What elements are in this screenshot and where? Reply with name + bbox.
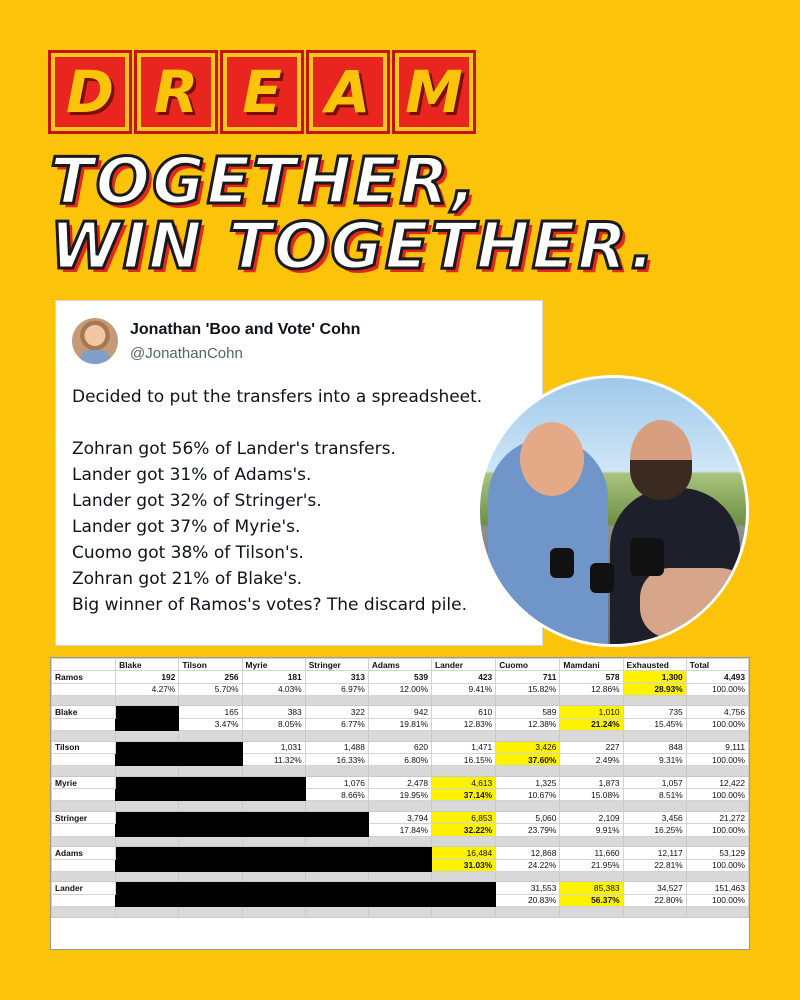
percent-cell[interactable]: 32.22% (432, 824, 496, 836)
column-header[interactable]: Lander (432, 659, 496, 671)
count-cell[interactable]: 5,060 (496, 812, 560, 824)
tweet-line: Zohran got 56% of Lander's transfers. (72, 439, 396, 459)
percent-cell[interactable]: 9.31% (623, 753, 686, 765)
tweet-line: Lander got 32% of Stringer's. (72, 491, 322, 511)
percent-cell[interactable]: 37.14% (432, 789, 496, 801)
count-cell[interactable]: 1,471 (432, 741, 496, 753)
percent-cell[interactable]: 56.37% (560, 894, 623, 906)
tweet-line: Cuomo got 38% of Tilson's. (72, 543, 304, 563)
table-cell[interactable] (52, 753, 116, 765)
percent-cell[interactable]: 22.80% (623, 894, 686, 906)
percent-cell[interactable]: 15.82% (496, 683, 560, 695)
percent-cell[interactable]: 5.70% (179, 683, 242, 695)
count-cell[interactable]: 942 (368, 706, 431, 718)
count-cell[interactable]: 383 (242, 706, 305, 718)
percent-cell[interactable]: 21.24% (560, 718, 623, 730)
header-row (52, 659, 749, 671)
count-cell[interactable]: 610 (432, 706, 496, 718)
count-cell[interactable]: 151,463 (686, 882, 748, 894)
percent-cell[interactable]: 4.27% (116, 683, 179, 695)
count-cell[interactable]: 1,488 (305, 741, 368, 753)
percent-cell[interactable]: 16.25% (623, 824, 686, 836)
row-label[interactable]: Blake (52, 706, 116, 718)
count-cell[interactable]: 1,031 (242, 741, 305, 753)
count-cell[interactable]: 31,553 (496, 882, 560, 894)
transfers-spreadsheet (50, 657, 750, 950)
count-row (52, 812, 749, 824)
percent-cell[interactable]: 4.03% (242, 683, 305, 695)
table-cell[interactable] (52, 683, 116, 695)
count-cell[interactable]: 711 (496, 671, 560, 683)
percent-cell[interactable]: 31.03% (432, 859, 496, 871)
percent-cell[interactable]: 15.45% (623, 718, 686, 730)
tweet-text (72, 384, 532, 618)
spacer-row (52, 766, 749, 777)
count-cell[interactable]: 539 (368, 671, 431, 683)
percent-cell[interactable]: 21.95% (560, 859, 623, 871)
headline-line-1: TOGETHER, (50, 145, 479, 219)
table-cell[interactable] (52, 859, 116, 871)
tweet-line: Zohran got 21% of Blake's. (72, 569, 303, 589)
headline-line-2: WIN TOGETHER. (50, 210, 657, 284)
percent-cell[interactable]: 3.47% (179, 718, 242, 730)
count-cell[interactable]: 34,527 (623, 882, 686, 894)
count-cell[interactable]: 2,478 (368, 776, 431, 788)
spacer-row (52, 871, 749, 882)
tweet-line: Lander got 37% of Myrie's. (72, 517, 301, 537)
count-row (52, 741, 749, 753)
count-cell[interactable]: 9,111 (686, 741, 748, 753)
dream-tiles (48, 50, 478, 142)
count-cell[interactable]: 227 (560, 741, 623, 753)
percent-cell[interactable]: 6.80% (368, 753, 431, 765)
count-cell[interactable]: 620 (368, 741, 431, 753)
count-cell[interactable]: 1,076 (305, 776, 368, 788)
count-row (52, 671, 749, 683)
dream-tile (306, 50, 390, 134)
spacer-row (52, 731, 749, 742)
dream-tile (134, 50, 218, 134)
row-label[interactable]: Lander (52, 882, 116, 894)
count-cell[interactable]: 3,426 (496, 741, 560, 753)
dream-tile (220, 50, 304, 134)
author-name[interactable]: Jonathan 'Boo and Vote' Cohn (130, 321, 361, 338)
count-row (52, 882, 749, 894)
count-cell[interactable]: 12,117 (623, 847, 686, 859)
redacted-block (116, 706, 179, 731)
percent-cell[interactable]: 12.86% (560, 683, 623, 695)
percent-cell[interactable]: 37.60% (496, 753, 560, 765)
tweet-line: Big winner of Ramos's votes? The discard pile. (72, 595, 468, 615)
percent-cell[interactable]: 16.15% (432, 753, 496, 765)
percent-cell[interactable]: 12.00% (368, 683, 431, 695)
dream-tile (392, 50, 476, 134)
count-cell[interactable]: 85,383 (560, 882, 623, 894)
count-cell[interactable]: 16,484 (432, 847, 496, 859)
percent-cell[interactable]: 9.91% (560, 824, 623, 836)
press-photo (477, 375, 749, 647)
percent-cell[interactable]: 24.22% (496, 859, 560, 871)
avatar[interactable] (72, 318, 118, 364)
column-header[interactable]: Blake (116, 659, 179, 671)
tweet-intro: Decided to put the transfers into a spreadsheet. (72, 387, 483, 407)
count-cell[interactable]: 4,493 (686, 671, 748, 683)
count-row (52, 706, 749, 718)
count-cell[interactable]: 578 (560, 671, 623, 683)
percent-cell[interactable]: 6.97% (305, 683, 368, 695)
count-cell[interactable]: 12,422 (686, 776, 748, 788)
count-row (52, 776, 749, 788)
column-header[interactable]: Exhausted (623, 659, 686, 671)
count-cell[interactable]: 181 (242, 671, 305, 683)
spacer-row (52, 836, 749, 847)
count-cell[interactable]: 165 (179, 706, 242, 718)
table-cell[interactable] (52, 789, 116, 801)
count-cell[interactable]: 21,272 (686, 812, 748, 824)
tweet-line: Lander got 31% of Adams's. (72, 465, 312, 485)
dream-letter: M (399, 57, 469, 127)
percent-cell[interactable]: 8.51% (623, 789, 686, 801)
row-label[interactable]: Tilson (52, 741, 116, 753)
percent-cell[interactable]: 16.33% (305, 753, 368, 765)
row-label[interactable]: Adams (52, 847, 116, 859)
count-cell[interactable]: 4,756 (686, 706, 748, 718)
percent-cell[interactable]: 20.83% (496, 894, 560, 906)
percent-cell[interactable]: 12.83% (432, 718, 496, 730)
percent-cell[interactable]: 6.77% (305, 718, 368, 730)
column-header[interactable]: Adams (368, 659, 431, 671)
count-cell[interactable]: 423 (432, 671, 496, 683)
count-cell[interactable]: 53,129 (686, 847, 748, 859)
dream-letter: R (141, 57, 211, 127)
count-cell[interactable]: 256 (179, 671, 242, 683)
redacted-block (116, 741, 242, 766)
count-cell[interactable]: 6,853 (432, 812, 496, 824)
count-cell[interactable]: 11,660 (560, 847, 623, 859)
spacer-row (52, 695, 749, 706)
percent-cell[interactable]: 2.49% (560, 753, 623, 765)
percent-cell[interactable]: 100.00% (686, 789, 748, 801)
percent-cell[interactable]: 19.81% (368, 718, 431, 730)
table-cell[interactable] (52, 894, 116, 906)
column-header[interactable]: Mamdani (560, 659, 623, 671)
author-handle[interactable]: @JonathanCohn (130, 345, 243, 362)
spacer-row (52, 907, 749, 918)
column-header[interactable]: Myrie (242, 659, 305, 671)
row-label[interactable]: Ramos (52, 671, 116, 683)
percent-cell[interactable]: 100.00% (686, 824, 748, 836)
dream-letter: D (55, 57, 125, 127)
count-cell[interactable]: 735 (623, 706, 686, 718)
count-cell[interactable]: 192 (116, 671, 179, 683)
spacer-row (52, 801, 749, 812)
percent-cell[interactable]: 100.00% (686, 753, 748, 765)
percent-cell[interactable]: 100.00% (686, 859, 748, 871)
count-cell[interactable]: 1,057 (623, 776, 686, 788)
column-header[interactable]: Stringer (305, 659, 368, 671)
percent-cell[interactable]: 10.67% (496, 789, 560, 801)
count-cell[interactable]: 4,613 (432, 776, 496, 788)
count-cell[interactable]: 12,868 (496, 847, 560, 859)
count-cell[interactable]: 1,325 (496, 776, 560, 788)
count-cell[interactable]: 848 (623, 741, 686, 753)
count-cell[interactable]: 1,010 (560, 706, 623, 718)
column-header[interactable] (52, 659, 116, 671)
redacted-block (116, 882, 496, 907)
redacted-block (116, 812, 369, 837)
percent-cell[interactable]: 8.66% (305, 789, 368, 801)
percent-cell[interactable]: 22.81% (623, 859, 686, 871)
count-cell[interactable]: 1,873 (560, 776, 623, 788)
count-cell[interactable]: 1,300 (623, 671, 686, 683)
dream-tile (48, 50, 132, 134)
percent-cell[interactable]: 11.32% (242, 753, 305, 765)
count-cell[interactable]: 3,794 (368, 812, 431, 824)
dream-letter: E (227, 57, 297, 127)
dream-letter: A (313, 57, 383, 127)
redacted-block (116, 776, 306, 801)
percent-row (52, 683, 749, 695)
percent-cell[interactable]: 12.38% (496, 718, 560, 730)
percent-cell[interactable]: 19.95% (368, 789, 431, 801)
table-cell[interactable] (52, 824, 116, 836)
percent-cell[interactable]: 100.00% (686, 683, 748, 695)
row-label[interactable]: Myrie (52, 776, 116, 788)
column-header[interactable]: Cuomo (496, 659, 560, 671)
count-cell[interactable]: 322 (305, 706, 368, 718)
count-cell[interactable]: 2,109 (560, 812, 623, 824)
tweet-card (55, 300, 543, 646)
column-header[interactable]: Total (686, 659, 748, 671)
percent-cell[interactable]: 23.79% (496, 824, 560, 836)
percent-cell[interactable]: 8.05% (242, 718, 305, 730)
percent-cell[interactable]: 17.84% (368, 824, 431, 836)
count-cell[interactable]: 313 (305, 671, 368, 683)
redacted-block (116, 847, 432, 872)
count-cell[interactable]: 3,456 (623, 812, 686, 824)
percent-cell[interactable]: 15.08% (560, 789, 623, 801)
percent-cell[interactable]: 100.00% (686, 718, 748, 730)
count-cell[interactable]: 589 (496, 706, 560, 718)
table-cell[interactable] (52, 718, 116, 730)
percent-cell[interactable]: 28.93% (623, 683, 686, 695)
count-row (52, 847, 749, 859)
row-label[interactable]: Stringer (52, 812, 116, 824)
percent-cell[interactable]: 9.41% (432, 683, 496, 695)
percent-cell[interactable]: 100.00% (686, 894, 748, 906)
column-header[interactable]: Tilson (179, 659, 242, 671)
